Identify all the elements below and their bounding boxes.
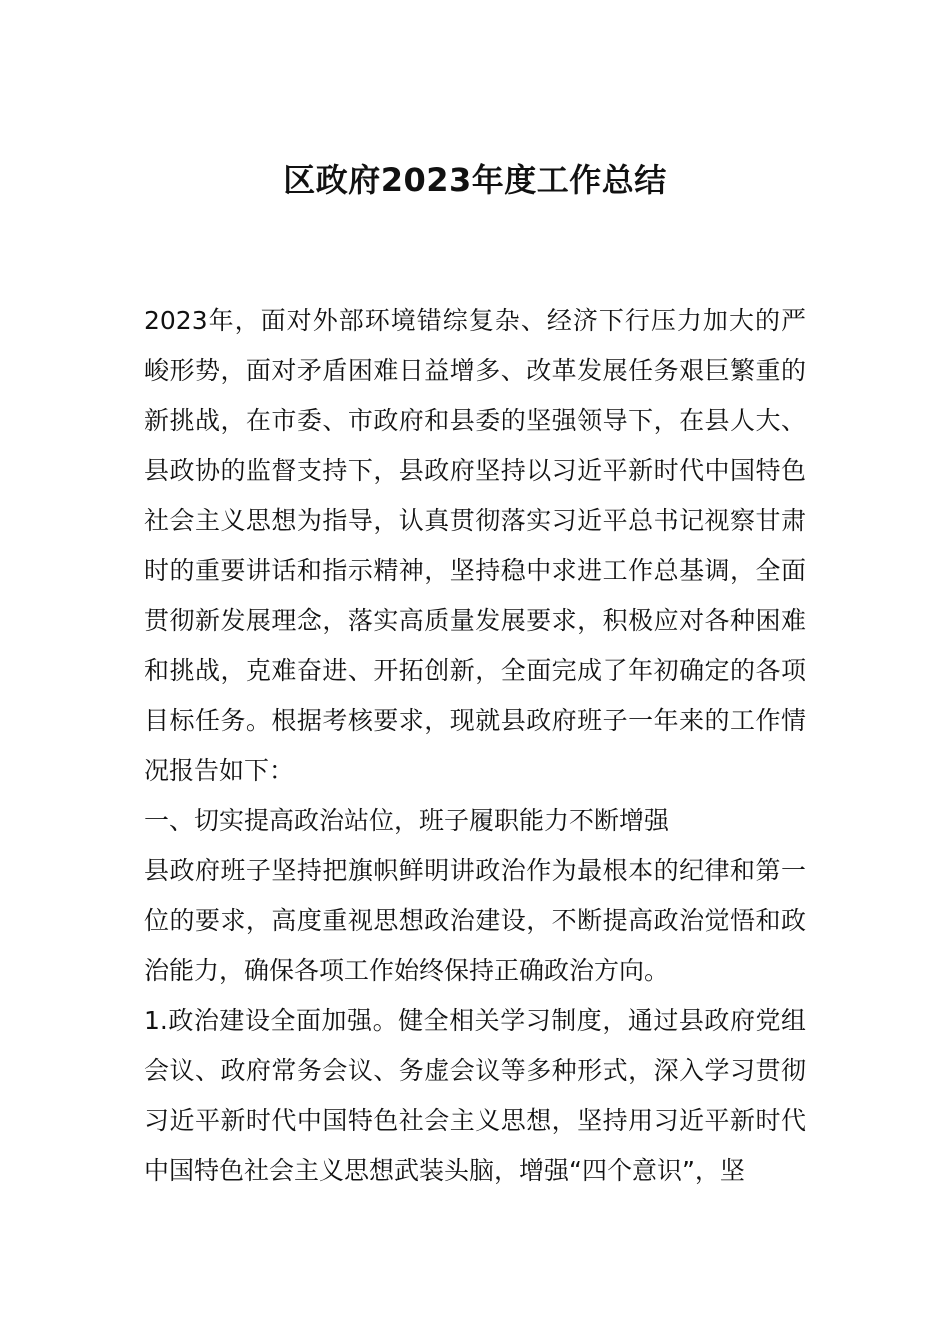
- section-heading: 一、切实提高政治站位，班子履职能力不断增强: [144, 806, 670, 835]
- subsection-paragraph: 1.政治建设全面加强。健全相关学习制度，通过县政府党组会议、政府常务会议、务虚会议等多种形式，深入学习贯彻习近平新时代中国特色社会主义思想，坚持用习近平新时代中国特色社会主义思想武装头脑，增强“四个意识”，坚: [144, 1006, 806, 1185]
- section-paragraph: 县政府班子坚持把旗帜鲜明讲政治作为最根本的纪律和第一位的要求，高度重视思想政治建设，不断提高政治觉悟和政治能力，确保各项工作始终保持正确政治方向。: [144, 856, 806, 985]
- intro-paragraph: 2023年，面对外部环境错综复杂、经济下行压力加大的严峻形势，面对矛盾困难日益增多、改革发展任务艰巨繁重的新挑战，在市委、市政府和县委的坚强领导下，在县人大、县政协的监督支持下，县政府坚持以习近平新时代中国特色社会主义思想为指导，认真贯彻落实习近平总书记视察甘肃时的重要讲话和指示精神，坚持稳中求进工作总基调，全面贯彻新发展理念，落实高质量发展要求，积极应对各种困难和挑战，克难奋进、开拓创新，全面完成了年初确定的各项目标任务。根据考核要求，现就县政府班子一年来的工作情况报告如下：: [144, 306, 806, 785]
- document-title: 区政府2023年度工作总结: [283, 161, 667, 199]
- document-body: [144, 296, 806, 1196]
